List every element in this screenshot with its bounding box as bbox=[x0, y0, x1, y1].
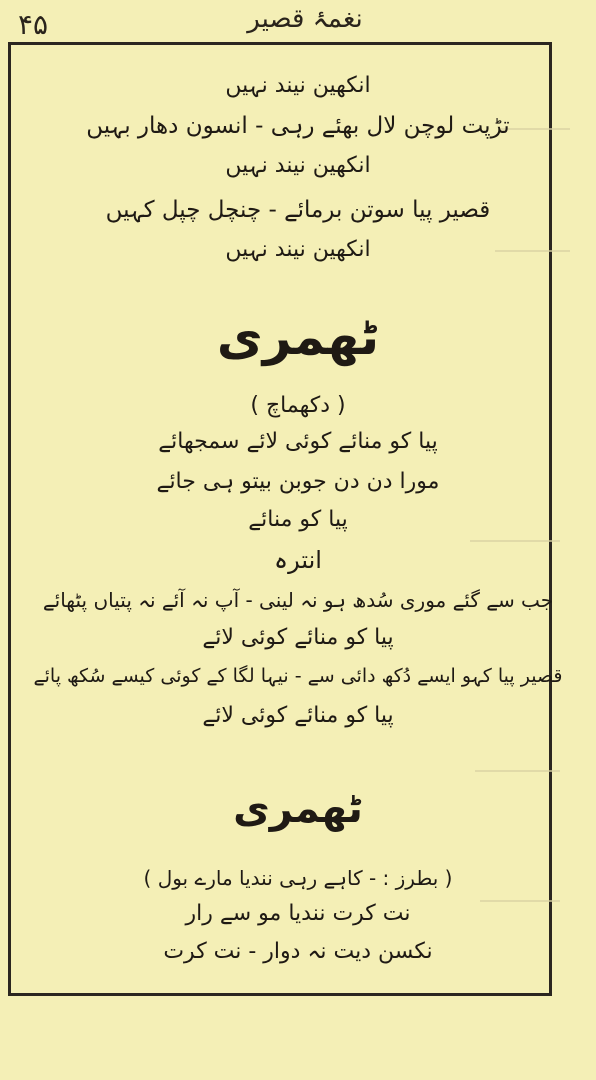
verse-line: نت کرت نندیا مو سے رار bbox=[185, 901, 411, 926]
raga-label: ( دکھماچ ) bbox=[250, 393, 346, 418]
verse-line: جب سے گئے موری سُدھ ہو نہ لینی - آپ نہ آئے نہ پتیاں پٹھائے bbox=[42, 588, 554, 612]
verse-line: پیا کو منائے کوئی لائے bbox=[202, 703, 394, 728]
verse-line: مورا دن دن جوبن بیتو ہی جائے bbox=[156, 469, 440, 494]
verse-line: پیا کو منائے bbox=[248, 507, 348, 532]
verse-line: قصیر پیا سوتن برمائے - چنچل چپل کہیں bbox=[105, 197, 491, 223]
verse-line: پیا کو منائے کوئی لائے سمجھائے bbox=[158, 429, 438, 454]
verse-line: انکھین نیند نہیں bbox=[225, 237, 371, 262]
verse-line: قصیر پیا کہو ایسے دُکھ دائی سے - نیہا لگا کے کوئی کیسے سُکھ پائے bbox=[33, 665, 563, 687]
running-header-title: نغمۂ قصیر bbox=[247, 4, 363, 34]
verse-line: انکھین نیند نہیں bbox=[225, 73, 371, 98]
antara-label: انترہ bbox=[274, 546, 322, 574]
verse-line: تڑپت لوچن لال بھئے رہی - انسون دھار بہیں bbox=[86, 113, 510, 139]
bleed-through-mark bbox=[475, 770, 560, 772]
section-heading-thumri: ٹھمری bbox=[216, 308, 380, 366]
verse-line: انکھین نیند نہیں bbox=[225, 153, 371, 178]
verse-line: پیا کو منائے کوئی لائے bbox=[202, 625, 394, 650]
section-heading-thumri: ٹھمری bbox=[233, 786, 363, 832]
bleed-through-mark bbox=[470, 540, 560, 542]
page-number: ۴۵ bbox=[18, 8, 49, 41]
tune-note: ( بطرز : - کاہے رہی نندیا مارے بول ) bbox=[143, 866, 453, 890]
verse-line: نکسن دیت نہ دوار - نت کرت bbox=[163, 939, 433, 964]
